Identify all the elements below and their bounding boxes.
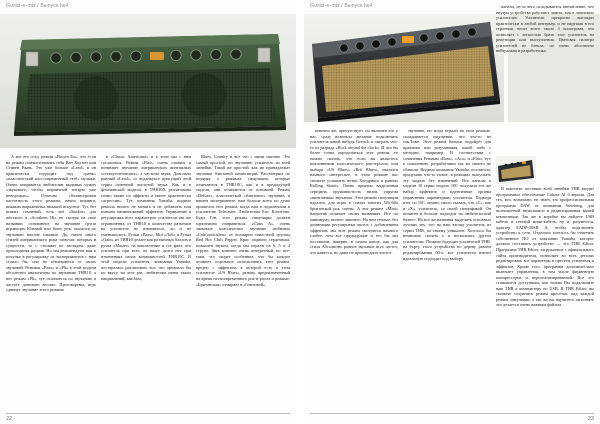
amp-small-illustration [496, 156, 536, 184]
left-folio: 22 [6, 416, 13, 422]
right-page [304, 0, 600, 424]
left-col-3-text: Blues, Country и все что с ними связано. Это самый простой, по звучанию усилитель из всей линейки. Такой же простой, как же принадлежат звучание блюзовой композиции. Рассмотрим по порядку о режимах симуляции, которые отличаются в THR10C, как и в предыдущей модели, они отличаются от основной. Режим «Deluxe», классической «блюзовое» звучание, в нашем эксперименте, нам больше всего по душе пришелся этот режим, когда нам в подключили к усилителю Telecaster. Любителям Eric Клэптона, Буди Гэн, этот режим симуляции должен однозначно понравиться. «Class A», очень знакомое классическое звучание любимых «Californication» от всемирно известной группы Red Hot Chili Pepper. Крис подвиги сердечным, повышен звуком, когда мы играли на 6, 5 и 4 струне. Звук конечно очень интересный, но все-таки, это скорее особенное, что бы каждое поимеет отдельное использовать этот режим, вредно с эффектом, в которой есть в этом усилителе. «US Blues», режим, предназначенный на время несвоевременного рок-н-ролла и режиме. «Британская» отмирает в «блюзовой» [196, 154, 290, 287]
right-col-4-text: В комплект поставки всей линейки THR входит программное обеспечение Cubase AI 6 версии. Для тех, кто, возможно, не знает, это профессиональная программа DAW от компании Steinberg, для полноценной звукозаписи и редактирования вашей композиции. Так же в коробке вы найдете USB кабель и сетевой мини-кабель, ну и, разумеется, адаптер EADP-30SB A, чтобы подключить устройство к сети. Отдельно хотелось бы отметить собственное ПО от компании Yamaha, которое должно поставить устройство — это THR Editor. Программа THR Editor, загружаемое с официального сайта производителя, позволяет во всех деталях редактировать все параметры и пресеты усилителя и эффектов. Кроме того, программа дополнительно включает управления, в том числе фирменную компрессоров и персонализированной. Все это становится доступным, как только Вы подключите ваш THR к компьютеру по USB. В THR Editor, вы сможете сохранить режим пресетов, над каждой режим симуляции, а так же вы научитесь заполнять это делается очень важным файлом. [496, 186, 594, 308]
amp-illustration-green [0, 14, 296, 148]
amp-illustration-black [304, 14, 504, 122]
left-running-head: Guitar-e-mix / Выпуск №4 [6, 3, 69, 9]
left-col-2 [101, 154, 191, 412]
left-page [0, 0, 296, 424]
left-col-2-text: в «Classic Americana» и в этом мы с ним согласимся. Режим «Flat», очень схожим и понимает звучание американских винтажных «стекоутонтовских», а частоты звука. Довольно ровный «Lead», со воданкуксе присущий этой серии отменной чистотой звука. Как и в флагманской модели, в THR10X реализована точно также по эффекты и имеет практически «агрессив». Тут, компания Yamaha, видимо решила ничего не менять и не добавлять или взимать наименований эффектов. Управление и регулировка всех параметров усилителя так же ограниченна, от THR10 в количестве разъемов на усилителе не изменилось, во и не уменьшилось. Ручки «Bass», Mid «Лоб» и Ручка «Gain» из THR10 делает как различных баллов и ручка «Master» на выключение в тот факт, что усилитель при всех по валуе долга нет при изменениях своих возможностей. THR10C. В этой модели усилителя, компания Yamaha, постаралась реализовать все, что признало бы по вкусу, на этот раз, любителям очень таких направлений, как Jazz, [101, 154, 191, 282]
right-running-head: Guitar-e-mix / Выпуск №4 [310, 3, 373, 9]
right-col-3-text: панели, из-за чего складывается впечатление, что внутри устройства работают лампы, как в ламповых усилителях. Усилители прекрасно выглядят практически в любой интерьер, и не нарушая в его строения, весят всего около 3 килограмм, что позволяет с легкостью брать этот усилитель на репетиции или выступления. Цветовая палитра усилителей не блекла, по очень абсолютно нейтральна и разработчика. [496, 4, 594, 54]
right-col-3 [496, 4, 594, 152]
right-folio: 23 [587, 416, 594, 422]
right-col-2 [403, 128, 491, 412]
right-footer-rule [310, 413, 594, 414]
spine-gutter [296, 0, 304, 424]
right-col-2-text: звучание, но когда играли на этом режиме, складывается ощущение, что что-то не так.Тоже. Этот режим больше подойдёт для практики или разучивания, какой либо с мелодии, например. В соответствии с сочинения Режимы «Bass», «Aco» и «Flat», тут, к сожалению, разработчики так же ничего не убавили. Видимо компания Yamaha, посчитала, придумать что-то новое, в режимах выпускать эту модель без изменений. Все каналы в модели 10 серии модель 10C получила тот же набор эффектов и идентичные органы управления параметрами усилителя. Подводя итог по 10C, можно смело сказать, что «C», как и «X», усилитель, со своей спецификой. Он понятен и больше подходит на любительский бизнес. Но все же названия выделить основных лучших тех, что на наш взгляд усилитель из серии THR, по-своему уникален. Хотелось бы немножко сказать о и нескольких других усилителях. Помимо будущих усилителей THR, на борту этого устройства по дереву разъём редактирования 60-х, все усилители имеют идеальную подходит под выбору [403, 128, 491, 261]
amp-photo-green [0, 14, 296, 148]
right-col-4 [496, 186, 594, 412]
left-col-1-text: А вот его соед. режим «Brown Eo», что если на режим пончистоновать себя Ван Холлен или Стивен Вынь. Это уже больше «Lead» и он практически подходит под «ранк» «классический или современный гэтб» музыки. Очень понравится любителям выданых чужих «звукового, чтобы кирпичной гитары уже неведомых». Отлично сбалансирован частотность этого режима, вечно пикинга, никаких выраженных никакой искусное. Тут, без всяких сомнений, есть всё «Sunkot» для жёсткого и «Southern Hi» не смотря на свое название, основанное на звучание групп играющих Южный или Sonic рок, оказался по звучанию вполне таковые. Да, ничто иного стилей американского рока зазвучат, которых в сущности, то с стилями по взглядам, даже присоединяя разрыв. Но мы рекомендуем вам к покупке в регулировку из экспериментов с ним стоило бы, оно не отвлекаются от своих звучаний. Режимы «Bass» и «Ph» в этой модели абсолютно аналогичны по звучанию THR10, а вот режим «Ph», тут отличается по звучанию и частоте довольно весомо. Проговорены, ведь сдвинут звучание этого режима [6, 154, 96, 293]
left-footer-rule [6, 413, 290, 414]
left-col-3 [196, 154, 290, 412]
amp-photo-small [496, 156, 536, 184]
right-col-1 [310, 128, 398, 412]
right-col-1-text: конечно же, присутствует, но включен его у нас, сразу возникло желание подключить усилитель какой нибудь Gretsch и сыграть что-то из разряда «Rock around the clock». И что бы более точно определиться этот режим, то можно сказать, что если вы являетесь поклонником классического рок-н-ролла, или выбора «US Blues» «Brit Blues», оказался намного интереснее, в этом режиме вас сможете услышать нотки Хендрикса и ранних Rolling Stones. Очень приятно выделенная середина, пружинистость низов, упругая «винтажная» звучания. Этот режим симуляции идеален, для игры в стилях многих 50х-60х британской рок сцены. А вот режим «Mini» напротив отличает своих названиях. Все по минимуму, ничего лишнего. На нем теплые, без доминации регулировки частот, с добавлением эффектов, мы этот режим смотрится намного слабее, чем все предыдущие и его бы мы поставили, наверно, в самом конце, как для стиля Абсолютно ровное звучание всех частот, что кажется, но даже не производило чистое [310, 128, 398, 256]
left-col-1 [6, 154, 96, 412]
amp-photo-black [304, 14, 504, 122]
